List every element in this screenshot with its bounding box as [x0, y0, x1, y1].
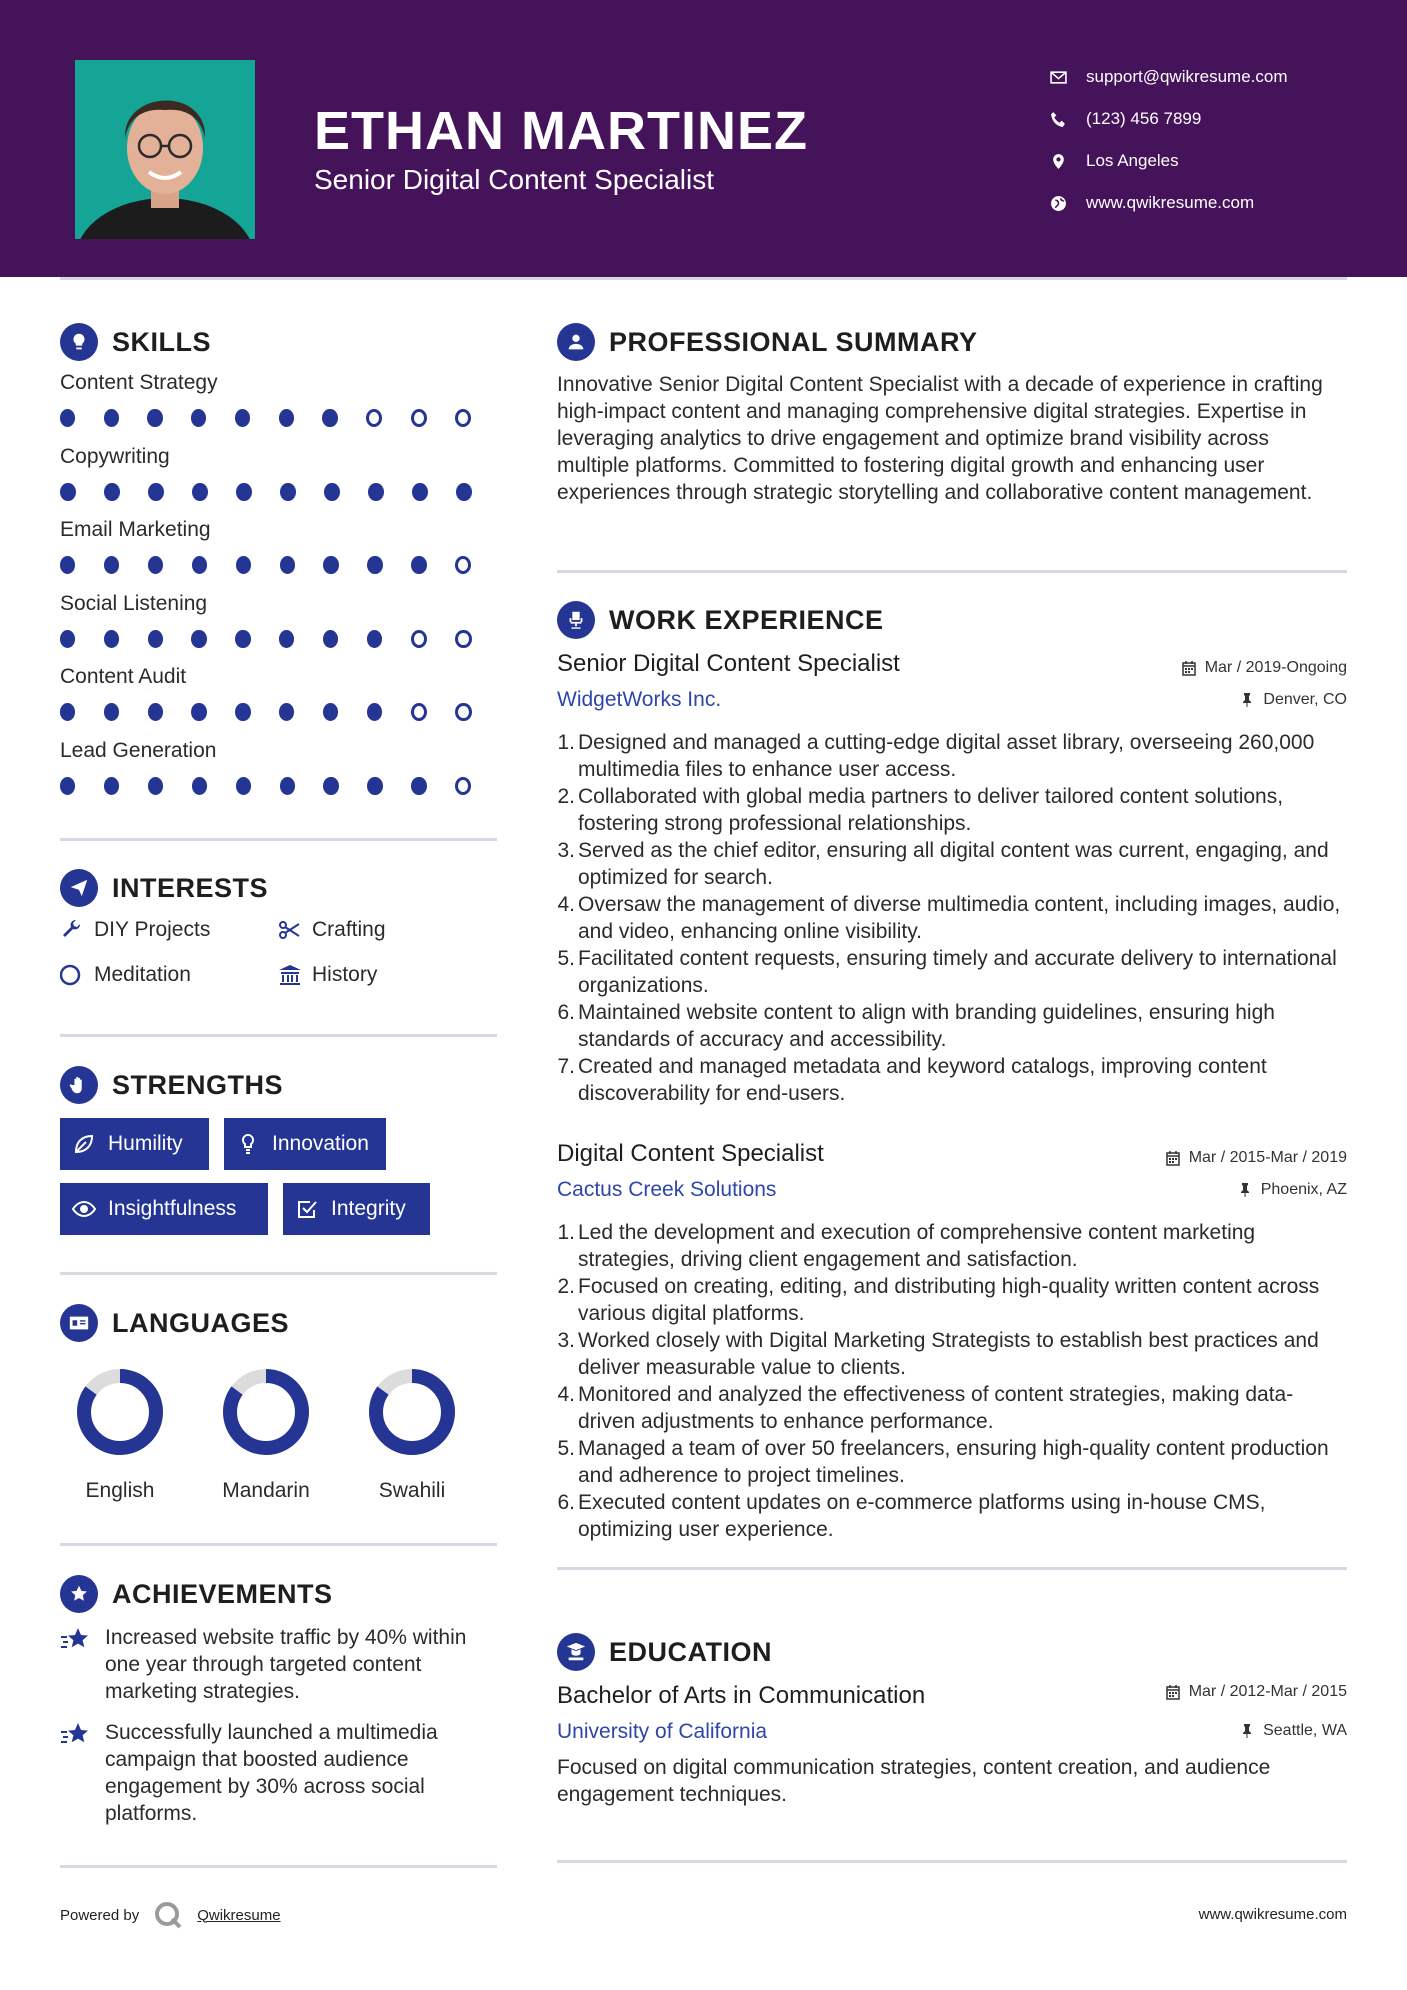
rating-dot-filled — [60, 409, 75, 427]
language-name: Swahili — [378, 1479, 446, 1502]
rating-dot-filled — [148, 703, 163, 721]
skill-item — [60, 665, 500, 721]
job-bullet — [557, 999, 1347, 1053]
school-name[interactable]: University of California — [557, 1720, 768, 1743]
rating-dot-filled — [60, 777, 75, 795]
bullet-number: 3. — [557, 1329, 575, 1352]
pushpin-icon — [1239, 1723, 1255, 1739]
rating-dot-filled — [60, 556, 75, 574]
candidate-name: ETHAN MARTINEZ — [314, 101, 808, 161]
rating-dot-filled — [367, 630, 382, 648]
interest-item — [278, 963, 377, 987]
job-dates — [1165, 1149, 1347, 1167]
bullet-text: Led the development and execution of comprehensive content marketing strategies, driving client engagement and satisfaction. — [578, 1221, 1256, 1271]
resume-header — [0, 0, 1407, 277]
experience-title: WORK EXPERIENCE — [609, 604, 884, 635]
skill-rating — [60, 777, 500, 795]
rating-dot-filled — [411, 777, 426, 795]
experience-heading — [557, 601, 884, 639]
interests-divider — [60, 1034, 497, 1037]
rating-dot-filled — [192, 777, 207, 795]
rating-dot-empty — [455, 409, 471, 427]
rating-dot-filled — [323, 703, 338, 721]
job-bullets — [557, 1219, 1347, 1543]
skill-name: Lead Generation — [60, 738, 217, 762]
interest-item — [278, 918, 386, 942]
skills-heading — [60, 323, 211, 361]
rating-dot-filled — [412, 483, 428, 501]
rating-dot-empty — [455, 703, 471, 721]
achievement-text: Increased website traffic by 40% within one year through targeted content marketing strategies. — [105, 1626, 467, 1703]
degree-title: Bachelor of Arts in Communication — [557, 1682, 926, 1709]
summary-divider — [557, 570, 1347, 573]
lightbulb-icon — [236, 1132, 260, 1156]
job-bullet — [557, 1219, 1347, 1273]
job-location-text: Phoenix, AZ — [1260, 1181, 1347, 1198]
rating-dot-filled — [148, 630, 163, 648]
contact-location-text: Los Angeles — [1086, 151, 1179, 170]
pushpin-icon — [1237, 1182, 1253, 1198]
star-icon — [60, 1719, 105, 1827]
strength-label: Integrity — [331, 1197, 406, 1220]
lightbulb-icon — [60, 323, 98, 361]
rating-dot-filled — [323, 556, 338, 574]
achievements-heading — [60, 1575, 333, 1613]
skill-name: Content Audit — [60, 665, 187, 688]
job-bullet — [557, 1053, 1347, 1107]
education-title: EDUCATION — [609, 1636, 772, 1667]
interest-label: History — [312, 963, 378, 986]
job-dates-text: Mar / 2015-Mar / 2019 — [1188, 1149, 1347, 1166]
rating-dot-filled — [235, 409, 250, 427]
rating-dot-filled — [192, 556, 207, 574]
language-proficiency-ring — [221, 1367, 311, 1457]
bullet-text: Served as the chief editor, ensuring all digital content was current, engaging, and optimized for search. — [578, 839, 1329, 889]
skill-name: Email Marketing — [60, 518, 211, 541]
interest-label: DIY Projects — [94, 918, 211, 941]
language-item — [50, 1367, 190, 1503]
rating-dot-filled — [367, 777, 382, 795]
eye-icon — [72, 1197, 96, 1221]
interest-label: Crafting — [312, 918, 386, 941]
rating-dot-filled — [323, 630, 338, 648]
header-divider — [60, 277, 1347, 280]
contact-phone-text: (123) 456 7899 — [1086, 109, 1202, 128]
skill-item — [60, 518, 500, 574]
rating-dot-filled — [322, 409, 337, 427]
strength-tag — [60, 1118, 209, 1170]
star-icon — [60, 1624, 105, 1705]
office-chair-icon — [557, 601, 595, 639]
bullet-text: Designed and managed a cutting-edge digital asset library, overseeing 260,000 multimedia files to enhance user access. — [578, 731, 1315, 781]
bullet-number: 2. — [557, 1275, 575, 1298]
rating-dot-filled — [104, 483, 120, 501]
strengths-divider — [60, 1272, 497, 1275]
rating-dot-empty — [455, 556, 471, 574]
globe-icon — [1050, 195, 1086, 212]
education-dates-text: Mar / 2012-Mar / 2015 — [1188, 1683, 1347, 1700]
rating-dot-empty — [411, 630, 427, 648]
job-bullet — [557, 1489, 1347, 1543]
languages-title: LANGUAGES — [112, 1307, 290, 1338]
rating-dot-filled — [411, 556, 426, 574]
job-bullet — [557, 1273, 1347, 1327]
bullet-number: 1. — [557, 731, 575, 754]
rating-dot-filled — [279, 630, 294, 648]
bullet-number: 3. — [557, 839, 575, 862]
rating-dot-empty — [366, 409, 382, 427]
interests-title: INTERESTS — [112, 872, 269, 903]
job-bullet — [557, 1327, 1347, 1381]
education-location-text: Seattle, WA — [1263, 1722, 1347, 1739]
job-dates-text: Mar / 2019-Ongoing — [1204, 659, 1347, 676]
rating-dot-filled — [456, 483, 472, 501]
rating-dot-filled — [280, 483, 296, 501]
rating-dot-empty — [411, 409, 427, 427]
rating-dot-filled — [147, 409, 162, 427]
achievement-text: Successfully launched a multimedia campaign that boosted audience engagement by 30% across social platforms. — [105, 1721, 438, 1825]
bullet-number: 5. — [557, 1437, 575, 1460]
bullet-text: Executed content updates on e-commerce platforms using in-house CMS, optimizing user experience. — [578, 1491, 1266, 1541]
language-proficiency-ring — [367, 1367, 457, 1457]
rating-dot-filled — [60, 483, 76, 501]
skills-divider — [60, 838, 497, 841]
job-dates — [1181, 659, 1347, 677]
skill-rating — [60, 703, 500, 721]
pushpin-icon — [1239, 692, 1255, 708]
rating-dot-filled — [236, 777, 251, 795]
bullet-text: Managed a team of over 50 freelancers, ensuring high-quality content production and adherence to project timelines. — [578, 1437, 1329, 1487]
rating-dot-filled — [104, 630, 119, 648]
skill-name: Content Strategy — [60, 371, 218, 394]
strength-label: Insightfulness — [108, 1197, 237, 1220]
rating-dot-filled — [323, 777, 338, 795]
strengths-title: STRENGTHS — [112, 1069, 284, 1100]
bullet-number: 5. — [557, 947, 575, 970]
education-dates — [1165, 1683, 1347, 1701]
skill-name: Social Listening — [60, 591, 208, 615]
skill-item — [60, 371, 500, 427]
calendar-icon — [1181, 660, 1197, 676]
company-name[interactable]: WidgetWorks Inc. — [557, 688, 722, 711]
rating-dot-filled — [104, 777, 119, 795]
education-divider — [557, 1860, 1347, 1863]
user-icon — [557, 323, 595, 361]
education-heading — [557, 1633, 772, 1671]
contact-info — [1050, 56, 1288, 224]
strengths-heading — [60, 1066, 283, 1104]
company-name[interactable]: Cactus Creek Solutions — [557, 1178, 777, 1201]
rating-dot-filled — [279, 409, 294, 427]
bullet-number: 4. — [557, 893, 575, 916]
bullet-text: Facilitated content requests, ensuring timely and accurate delivery to international organizations. — [578, 947, 1337, 997]
skill-rating — [60, 630, 500, 648]
skill-rating — [60, 409, 500, 427]
rating-dot-filled — [280, 556, 295, 574]
language-item — [196, 1367, 336, 1503]
job-bullet — [557, 783, 1347, 837]
job-title: Senior Digital Content Specialist — [557, 650, 900, 677]
job-location-text: Denver, CO — [1263, 691, 1347, 708]
language-name: English — [85, 1479, 155, 1502]
star-badge-icon — [60, 1575, 98, 1613]
rating-dot-filled — [367, 703, 382, 721]
rating-dot-filled — [279, 703, 294, 721]
rating-dot-filled — [104, 409, 119, 427]
hand-icon — [60, 1066, 98, 1104]
achievement-item — [60, 1719, 500, 1827]
bullet-text: Maintained website content to align with branding guidelines, ensuring high standards of accuracy and accessibility. — [578, 1001, 1275, 1051]
bullet-text: Created and managed metadata and keyword catalogs, improving content discoverability for end-users. — [578, 1055, 1267, 1105]
contact-email-text: support@qwikresume.com — [1086, 67, 1288, 86]
envelope-icon — [1050, 69, 1086, 86]
scissors-icon — [278, 918, 312, 942]
rating-dot-filled — [104, 556, 119, 574]
bullet-text: Focused on creating, editing, and distributing high-quality written content across various digital platforms. — [578, 1275, 1320, 1325]
contact-website[interactable] — [1050, 182, 1288, 224]
job-location — [1239, 691, 1347, 709]
rating-dot-filled — [235, 703, 250, 721]
job-bullet — [557, 1435, 1347, 1489]
skill-name: Copywriting — [60, 444, 170, 468]
museum-icon — [278, 963, 312, 987]
rating-dot-filled — [324, 483, 340, 501]
education-location — [1239, 1722, 1347, 1740]
rating-dot-filled — [235, 630, 250, 648]
rating-dot-filled — [367, 556, 382, 574]
rating-dot-filled — [104, 703, 119, 721]
job-bullet — [557, 837, 1347, 891]
languages-heading — [60, 1304, 289, 1342]
contact-email[interactable] — [1050, 56, 1288, 98]
summary-text: Innovative Senior Digital Content Specialist with a decade of experience in crafting high-impact content and managing comprehensive digital strategies. Expertise in leveraging analytics to drive engagement and optimize brand visibility across multiple platforms. Committed to fostering digital growth and enhancing user experiences through strategic storytelling and collaborative content management. — [557, 373, 1323, 504]
summary-heading — [557, 323, 978, 361]
rating-dot-filled — [368, 483, 384, 501]
job-bullets — [557, 729, 1347, 1107]
skill-rating — [60, 556, 500, 574]
wrench-icon — [60, 918, 94, 942]
bullet-text: Worked closely with Digital Marketing Strategists to establish best practices and deliver measurable value to clients. — [578, 1329, 1319, 1379]
rating-dot-filled — [60, 703, 75, 721]
language-name: Mandarin — [222, 1479, 310, 1502]
rating-dot-filled — [148, 777, 163, 795]
interest-item — [60, 918, 210, 942]
languages-divider — [60, 1543, 497, 1546]
rating-dot-filled — [148, 483, 164, 501]
powered-by-text: Powered by — [60, 1906, 140, 1924]
calendar-icon — [1165, 1150, 1181, 1166]
checkbox-icon — [295, 1197, 319, 1221]
language-proficiency-ring — [75, 1367, 165, 1457]
qwikresume-logo-icon — [153, 1900, 183, 1930]
achievements-divider — [60, 1865, 497, 1868]
profile-photo — [75, 60, 255, 239]
brand-link[interactable]: Qwikresume — [197, 1906, 281, 1924]
map-pin-icon — [1050, 153, 1086, 170]
skill-rating — [60, 483, 500, 501]
rating-dot-filled — [191, 409, 206, 427]
rating-dot-empty — [455, 630, 471, 648]
rating-dot-empty — [455, 777, 471, 795]
bullet-number: 1. — [557, 1221, 575, 1244]
strength-label: Innovation — [272, 1132, 369, 1155]
leaf-icon — [72, 1132, 96, 1156]
rating-dot-filled — [192, 483, 208, 501]
circle-icon — [60, 963, 94, 987]
interest-label: Meditation — [94, 963, 191, 986]
interest-item — [60, 963, 191, 987]
job-bullet — [557, 1381, 1347, 1435]
contact-location — [1050, 140, 1288, 182]
job-title: Digital Content Specialist — [557, 1140, 824, 1167]
rating-dot-filled — [236, 483, 252, 501]
bullet-text: Oversaw the management of diverse multimedia content, including images, audio, and video, enhancing online visibility. — [578, 893, 1341, 943]
bullet-number: 2. — [557, 785, 575, 808]
rating-dot-filled — [280, 777, 295, 795]
rating-dot-filled — [148, 556, 163, 574]
skill-item — [60, 592, 500, 648]
job-bullet — [557, 945, 1347, 999]
bullet-number: 4. — [557, 1383, 575, 1406]
bullet-text: Monitored and analyzed the effectiveness of content strategies, making data-driven adjustments to enhance performance. — [578, 1383, 1294, 1433]
job-bullet — [557, 891, 1347, 945]
education-description: Focused on digital communication strategies, content creation, and audience engagement techniques. — [557, 1756, 1271, 1806]
strength-tag — [60, 1183, 268, 1235]
strength-label: Humility — [108, 1132, 183, 1155]
id-card-icon — [60, 1304, 98, 1342]
rating-dot-filled — [236, 556, 251, 574]
phone-icon — [1050, 111, 1086, 128]
bullet-number: 6. — [557, 1491, 575, 1514]
paper-plane-icon — [60, 869, 98, 907]
achievements-title: ACHIEVEMENTS — [112, 1578, 333, 1609]
bullet-text: Collaborated with global media partners to deliver tailored content solutions, fostering strong professional relationships. — [578, 785, 1284, 835]
contact-phone[interactable] — [1050, 98, 1288, 140]
interests-heading — [60, 869, 268, 907]
summary-title: PROFESSIONAL SUMMARY — [609, 326, 978, 357]
footer-powered-by — [60, 1900, 281, 1930]
skills-title: SKILLS — [112, 326, 212, 357]
calendar-icon — [1165, 1684, 1181, 1700]
candidate-title: Senior Digital Content Specialist — [314, 164, 714, 195]
achievement-item — [60, 1624, 500, 1705]
strength-tag — [283, 1183, 430, 1235]
strength-tag — [224, 1118, 386, 1170]
language-item — [342, 1367, 482, 1503]
experience-divider — [557, 1567, 1347, 1570]
skill-item — [60, 445, 500, 501]
rating-dot-filled — [191, 703, 206, 721]
job-location — [1237, 1181, 1347, 1199]
rating-dot-filled — [191, 630, 206, 648]
bullet-number: 6. — [557, 1001, 575, 1024]
skill-item — [60, 739, 500, 795]
graduate-icon — [557, 1633, 595, 1671]
rating-dot-filled — [60, 630, 75, 648]
footer-website[interactable]: www.qwikresume.com — [1198, 1906, 1347, 1923]
rating-dot-empty — [411, 703, 427, 721]
job-bullet — [557, 729, 1347, 783]
contact-website-text: www.qwikresume.com — [1086, 193, 1255, 212]
bullet-number: 7. — [557, 1055, 575, 1078]
